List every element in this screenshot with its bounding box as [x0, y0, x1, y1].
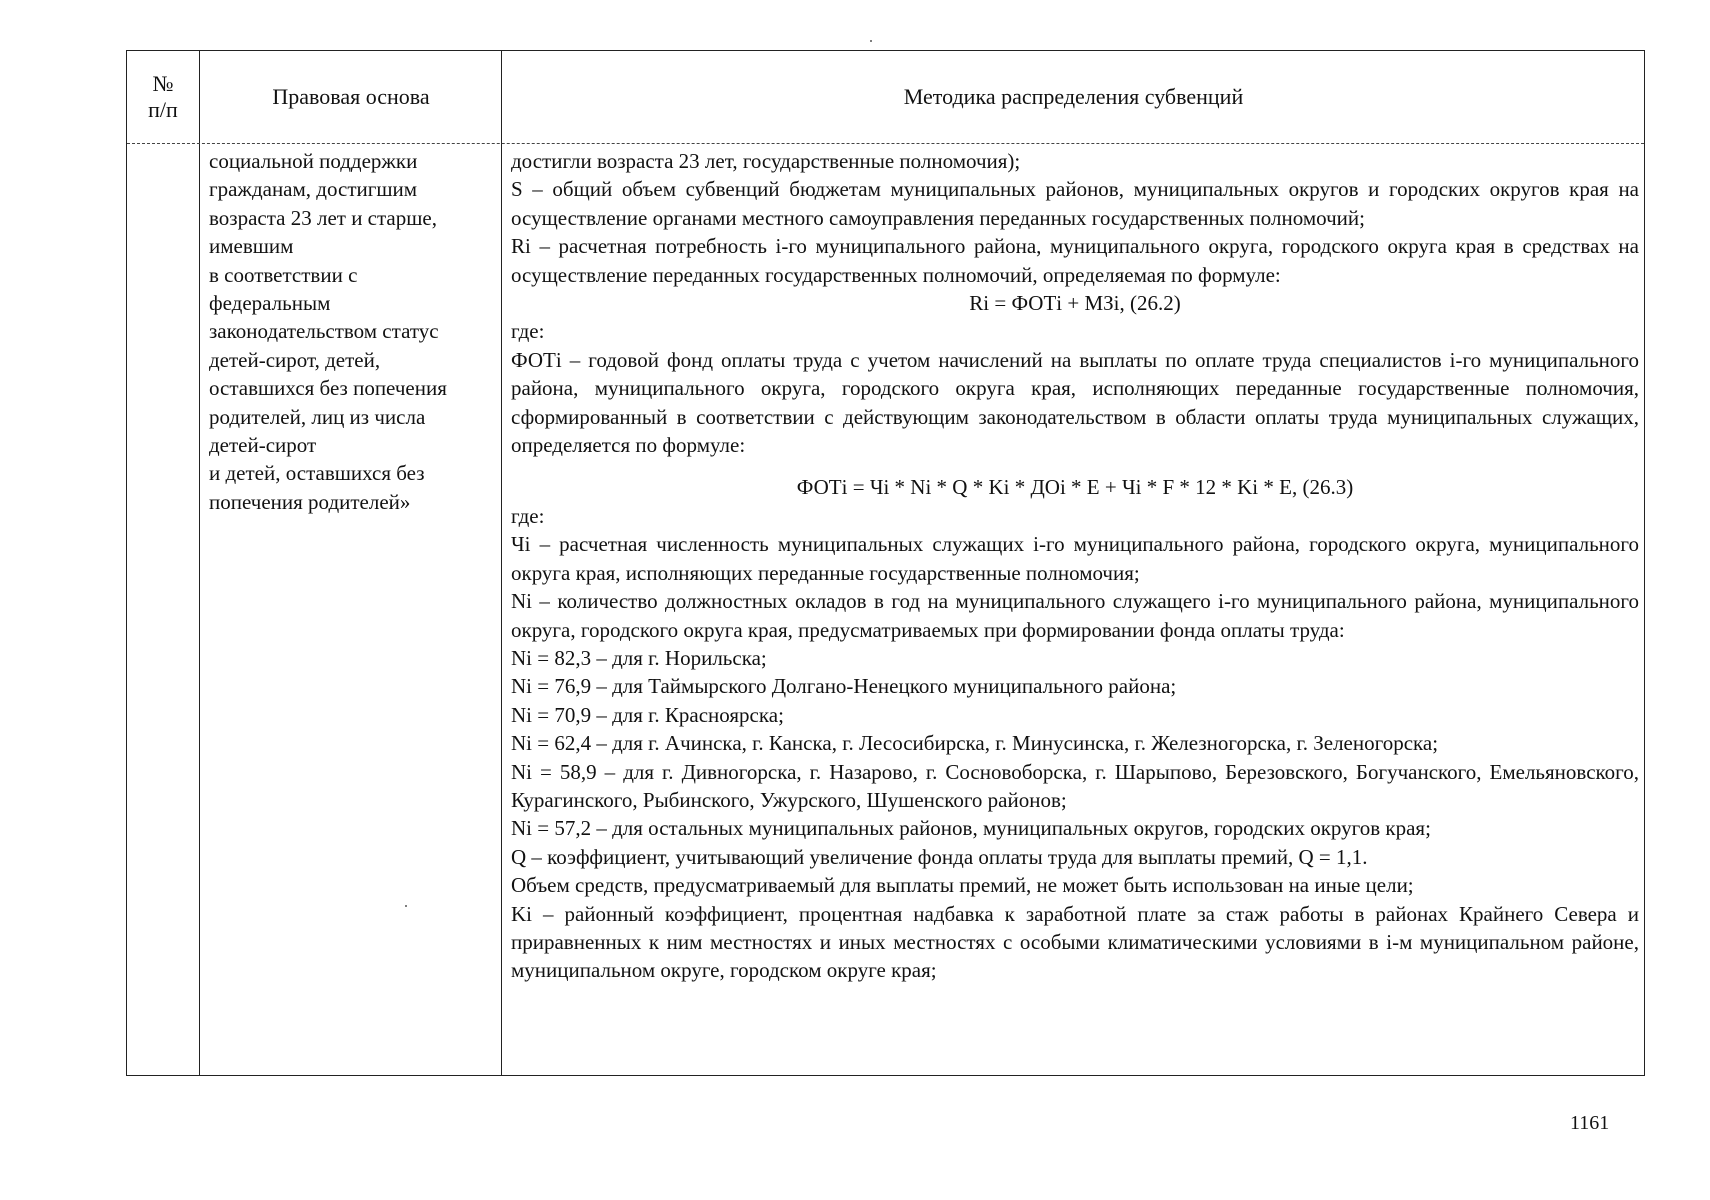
column-divider-1 — [199, 51, 200, 1075]
ni-value-line: Ni = 70,9 – для г. Красноярска; — [511, 702, 784, 727]
page-number: 1161 — [1570, 1112, 1610, 1134]
column-divider-2 — [501, 51, 502, 1075]
scan-speck — [405, 905, 407, 907]
ni-value-line: Ni = 76,9 – для Таймырского Долгано-Ненецкого муниципального района; — [511, 674, 1177, 699]
document-table — [126, 50, 1645, 1076]
method-where-label: где: — [511, 503, 545, 528]
scan-speck — [870, 40, 872, 42]
header-divider — [127, 143, 1644, 144]
method-paragraph: Объем средств, предусматриваемый для выплаты премий, не может быть использован на иные цели; — [511, 873, 1414, 898]
formula-26-2: Ri = ФОТi + МЗi, (26.2) — [969, 291, 1181, 316]
ni-value-line: Ni = 82,3 – для г. Норильска; — [511, 645, 767, 670]
method-paragraph: Ki – районный коэффициент, процентная надбавка к заработной плате за стаж работы в районах Крайнего Севера и приравненных к ним местностях и иных местностях с особыми климатическими условиями в i-м муниципальном районе, муниципальном округе, городском округе края; — [511, 901, 1639, 983]
method-paragraph: Чi – расчетная численность муниципальных служащих i-го муниципального района, городского округа, муниципального округа края, исполняющих переданные государственные полномочия; — [511, 532, 1639, 585]
method-paragraph: Ri – расчетная потребность i-го муниципального района, муниципального округа, городского округа края в средствах на осуществление переданных государственных полномочий, определяемая по формуле: — [511, 234, 1639, 287]
formula-26-3: ФОТi = Чi * Ni * Q * Ki * ДОi * Е + Чi * F * 12 * Ki * Е, (26.3) — [796, 475, 1354, 500]
header-methodology-column: Методика распределения субвенций — [903, 84, 1244, 109]
header-number-column: № п/п — [148, 71, 178, 122]
ni-value-line: Ni = 57,2 – для остальных муниципальных районов, муниципальных округов, городских округов края; — [511, 816, 1431, 841]
method-paragraph: S – общий объем субвенций бюджетам муниципальных районов, муниципальных округов и городских округов края на осуществление органами местного самоуправления переданных государственных полномочий; — [511, 177, 1639, 230]
methodology-text — [511, 147, 1639, 985]
method-paragraph: Q – коэффициент, учитывающий увеличение фонда оплаты труда для выплаты премий, Q = 1,1. — [511, 844, 1368, 869]
ni-value-line: Ni = 62,4 – для г. Ачинска, г. Канска, г. Лесосибирска, г. Минусинска, г. Железногорска, г. Зеленогорска; — [511, 731, 1439, 756]
method-paragraph: ФОТi – годовой фонд оплаты труда с учетом начислений на выплаты по оплате труда специалистов i-го муниципального района, муниципального округа, городского округа края, исполняющих переданные государственные полномочия, сформированный в соответствии с действующим законодательством в области оплаты труда муниципальных служащих, определяется по формуле: — [511, 347, 1639, 458]
header-legal-basis-column: Правовая основа — [272, 84, 430, 109]
method-where-label: где: — [511, 319, 545, 344]
legal-basis-text: социальной поддержки гражданам, достигшим возраста 23 лет и старше, имевшим в соответствии с федеральным законодательством статус детей-сирот, детей, оставшихся без попечения родителей, лиц из числа детей-сирот и детей, оставшихся без попечения родителей» — [209, 149, 447, 514]
ni-value-line: Ni = 58,9 – для г. Дивногорска, г. Назарово, г. Сосновоборска, г. Шарыпово, Березовского, Богучанского, Емельяновского, Курагинского, Рыбинского, Ужурского, Шушенского районов; — [511, 759, 1639, 812]
method-paragraph: Ni – количество должностных окладов в год на муниципального служащего i-го муниципального района, муниципального округа, городского округа края, предусматриваемых при формировании фонда оплаты труда: — [511, 589, 1639, 642]
method-paragraph: достигли возраста 23 лет, государственные полномочия); — [511, 149, 1021, 173]
